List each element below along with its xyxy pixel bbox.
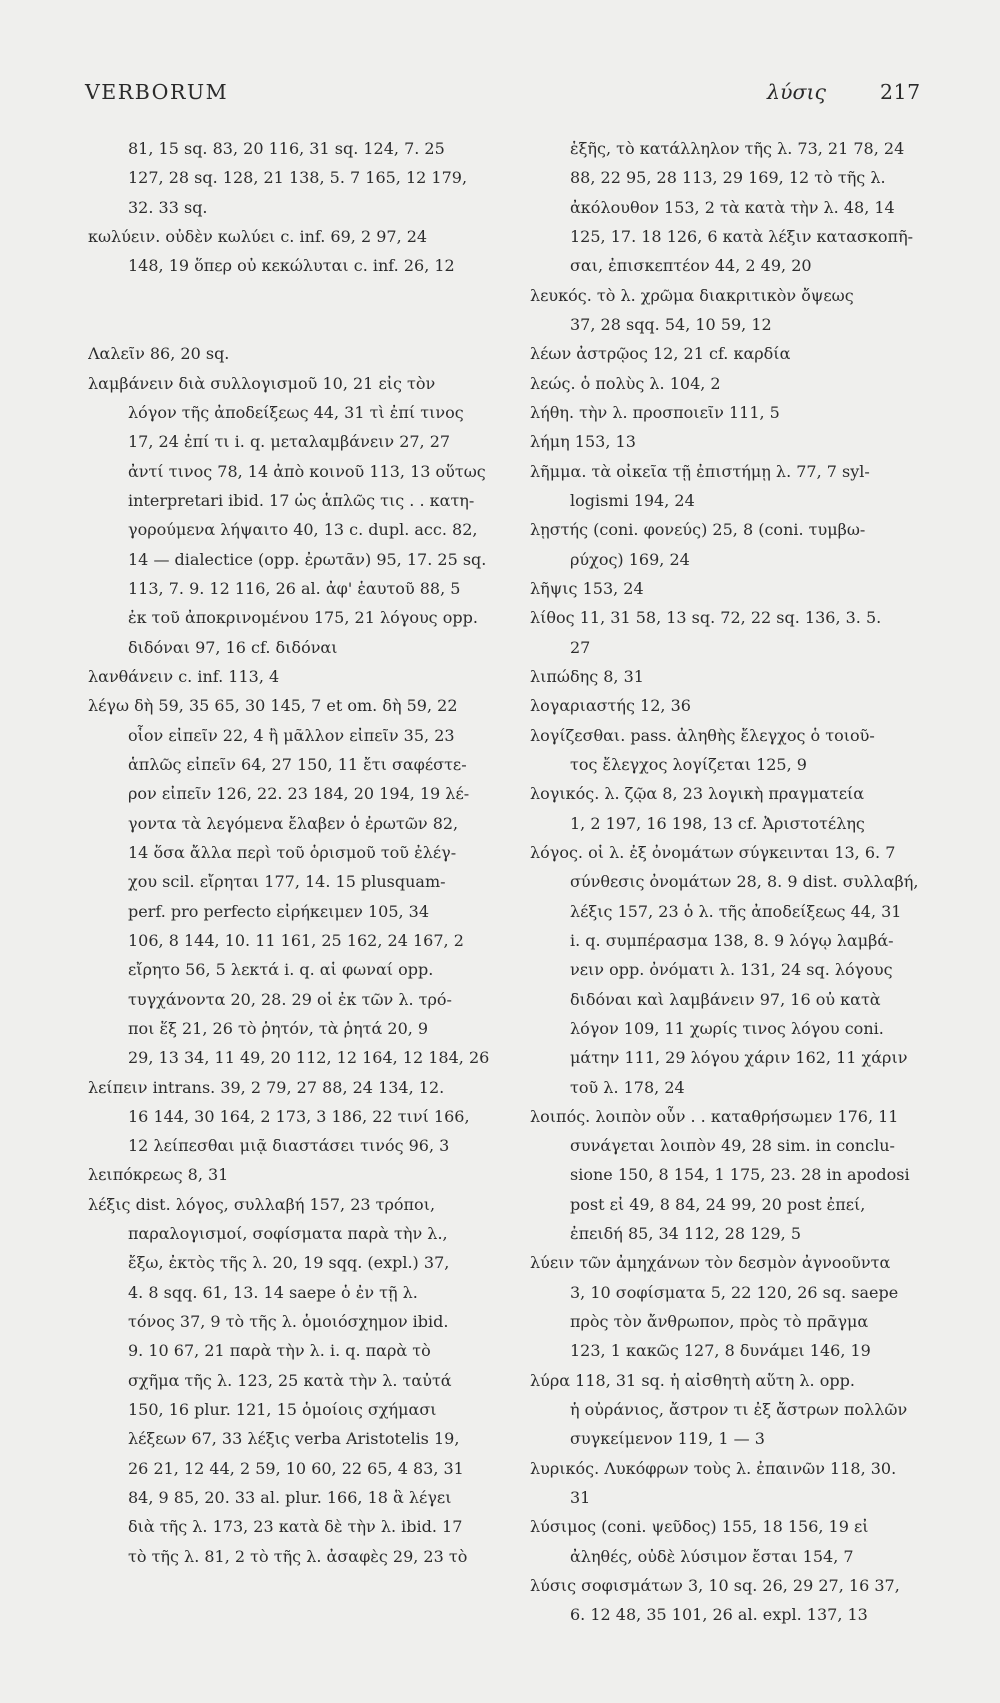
index-line: διδόναι 97, 16 cf. διδόναι — [128, 637, 338, 657]
index-line: 12 λείπεσθαι μιᾷ διαστάσει τινός 96, 3 — [128, 1136, 450, 1156]
index-line: ἐκ τοῦ ἀποκρινομένου 175, 21 λόγους opp. — [128, 608, 478, 628]
index-line: 150, 16 plur. 121, 15 ὁμοίοις σχήμασι — [128, 1400, 437, 1420]
index-line: 81, 15 sq. 83, 20 116, 31 sq. 124, 7. 25 — [128, 139, 445, 158]
index-line: τοῦ λ. 178, 24 — [570, 1077, 685, 1097]
blank-line — [88, 281, 498, 310]
index-line: λήμη 153, 13 — [530, 432, 636, 452]
index-line: λαμβάνειν διὰ συλλογισμοῦ 10, 21 εἰς τὸν — [88, 373, 436, 393]
index-line: λύρα 118, 31 sq. ἡ αἰσθητὴ αὕτη λ. opp. — [530, 1370, 855, 1390]
catchword: λύσις — [767, 80, 826, 104]
index-line: τόνος 37, 9 τὸ τῆς λ. ὁμοιόσχημον ibid. — [128, 1312, 449, 1332]
index-line: διδόναι καὶ λαμβάνειν 97, 16 οὐ κατὰ — [570, 989, 881, 1009]
index-line: κωλύειν. οὐδὲν κωλύει c. inf. 69, 2 97, 24 — [88, 226, 428, 246]
index-line: λύσις σοφισμάτων 3, 10 sq. 26, 29 27, 16 37, — [530, 1576, 900, 1596]
index-line: 127, 28 sq. 128, 21 138, 5. 7 165, 12 179, — [128, 168, 468, 188]
index-line: ἑξῆς, τὸ κατάλληλον τῆς λ. 73, 21 78, 24 — [570, 139, 905, 158]
index-line: γοντα τὰ λεγόμενα ἔλαβεν ὁ ἐρωτῶν 82, — [128, 813, 459, 833]
index-line: λῆμμα. τὰ οἰκεῖα τῇ ἐπιστήμῃ λ. 77, 7 syl- — [530, 461, 870, 481]
index-line: μάτην 111, 29 λόγου χάριν 162, 11 χάριν — [570, 1048, 908, 1068]
index-line: 1, 2 197, 16 198, 13 cf. Ἀριστοτέλης — [570, 813, 865, 833]
index-line: λογαριαστής 12, 36 — [530, 696, 691, 716]
index-line: πρὸς τὸν ἄνθρωπον, πρὸς τὸ πρᾶγμα — [570, 1312, 869, 1332]
index-line: interpretari ibid. 17 ὡς ἁπλῶς τις . . κατη- — [128, 490, 475, 510]
index-line: οἷον εἰπεῖν 22, 4 ἢ μᾶλλον εἰπεῖν 35, 23 — [128, 725, 455, 745]
index-line: 14 ὅσα ἄλλα περὶ τοῦ ὁρισμοῦ τοῦ ἐλέγ- — [128, 842, 457, 862]
index-line: 16 144, 30 164, 2 173, 3 186, 22 τινί 166, — [128, 1106, 470, 1126]
index-line: sione 150, 8 154, 1 175, 23. 28 in apodosi — [570, 1165, 910, 1185]
index-line: ρύχος) 169, 24 — [570, 549, 690, 569]
index-line: 3, 10 σοφίσματα 5, 22 120, 26 sq. saepe — [570, 1282, 899, 1302]
index-line: λογικός. λ. ζῷα 8, 23 λογικὴ πραγματεία — [530, 784, 865, 804]
index-line: λιπώδης 8, 31 — [530, 666, 644, 686]
index-line: λόγος. οἱ λ. ἐξ ὀνομάτων σύγκεινται 13, 6. 7 — [530, 842, 896, 862]
index-line: 14 — dialectice (opp. ἐρωτᾶν) 95, 17. 25 sq. — [128, 549, 487, 569]
index-line: λέγω δὴ 59, 35 65, 30 145, 7 et om. δὴ 59, 22 — [88, 696, 458, 716]
index-line: συγκείμενον 119, 1 — 3 — [570, 1429, 765, 1449]
page-number: 217 — [880, 80, 921, 104]
index-line: 88, 22 95, 28 113, 29 169, 12 τὸ τῆς λ. — [570, 168, 886, 188]
index-line: ρον εἰπεῖν 126, 22. 23 184, 20 194, 19 λέ- — [128, 784, 470, 804]
index-line: ἀντί τινος 78, 14 ἀπὸ κοινοῦ 113, 13 οὕτως — [128, 461, 486, 481]
index-line: σαι, ἐπισκεπτέον 44, 2 49, 20 — [570, 256, 812, 276]
index-line: λέων ἀστρῷος 12, 21 cf. καρδία — [530, 344, 791, 364]
index-line: λόγον τῆς ἀποδείξεως 44, 31 τὶ ἐπί τινος — [128, 402, 464, 422]
index-line: λήθη. τὴν λ. προσποιεῖν 111, 5 — [530, 402, 780, 422]
index-line: λύειν τῶν ἀμηχάνων τὸν δεσμὸν ἀγνοοῦντα — [530, 1253, 891, 1273]
index-line: Λαλεῖν 86, 20 sq. — [88, 344, 230, 364]
index-line: ἀκόλουθον 153, 2 τὰ κατὰ τὴν λ. 48, 14 — [570, 197, 895, 217]
index-line: λύσιμος (coni. ψεῦδος) 155, 18 156, 19 εἰ — [530, 1517, 869, 1537]
index-line: ἐπειδή 85, 34 112, 28 129, 5 — [570, 1224, 801, 1244]
index-line: συνάγεται λοιπὸν 49, 28 sim. in conclu- — [570, 1136, 895, 1156]
index-line: i. q. συμπέρασμα 138, 8. 9 λόγῳ λαμβά- — [570, 930, 894, 950]
index-line: λῃστής (coni. φονεύς) 25, 8 (coni. τυμβω- — [530, 520, 866, 540]
index-line: ἡ οὐράνιος, ἄστρον τι ἐξ ἄστρων πολλῶν — [570, 1400, 908, 1420]
index-line: 123, 1 κακῶς 127, 8 δυνάμει 146, 19 — [570, 1341, 871, 1361]
index-line: logismi 194, 24 — [570, 490, 695, 510]
index-line: σχῆμα τῆς λ. 123, 25 κατὰ τὴν λ. ταὐτά — [128, 1370, 452, 1390]
blank-line — [88, 310, 498, 339]
index-line: perf. pro perfecto εἰρήκειμεν 105, 34 — [128, 901, 430, 921]
index-line: 125, 17. 18 126, 6 κατὰ λέξιν κατασκοπῆ- — [570, 226, 914, 246]
index-line: 113, 7. 9. 12 116, 26 al. ἀφ' ἑαυτοῦ 88, 5 — [128, 578, 461, 598]
index-line: 6. 12 48, 35 101, 26 al. expl. 137, 13 — [570, 1605, 868, 1625]
index-line: 26 21, 12 44, 2 59, 10 60, 22 65, 4 83, 31 — [128, 1458, 464, 1478]
index-line: λοιπός. λοιπὸν οὖν . . καταθρήσωμεν 176, 11 — [530, 1106, 899, 1126]
index-line: λῆψις 153, 24 — [530, 578, 644, 598]
index-line: ποι ἕξ 21, 26 τὸ ῥητόν, τὰ ῥητά 20, 9 — [128, 1018, 429, 1038]
index-line: τὸ τῆς λ. 81, 2 τὸ τῆς λ. ἀσαφὲς 29, 23 τὸ — [128, 1546, 468, 1566]
index-line: σύνθεσις ὀνομάτων 28, 8. 9 dist. συλλαβή, — [570, 872, 919, 892]
index-line: 148, 19 ὅπερ οὐ κεκώλυται c. inf. 26, 12 — [128, 256, 455, 276]
index-line: λεώς. ὁ πολὺς λ. 104, 2 — [530, 373, 721, 393]
index-line: ἁπλῶς εἰπεῖν 64, 27 150, 11 ἔτι σαφέστε- — [128, 754, 467, 774]
index-line: λογίζεσθαι. pass. ἀληθὴς ἔλεγχος ὁ τοιοῦ- — [530, 725, 875, 745]
index-line: λίθος 11, 31 58, 13 sq. 72, 22 sq. 136, 3. 5. — [530, 608, 882, 628]
index-line: 27 — [570, 637, 591, 657]
index-line: λέξις 157, 23 ὁ λ. τῆς ἀποδείξεως 44, 31 — [570, 901, 902, 921]
index-line: 17, 24 ἐπί τι i. q. μεταλαμβάνειν 27, 27 — [128, 432, 451, 452]
index-line: γορούμενα λήψαιτο 40, 13 c. dupl. acc. 82, — [128, 520, 478, 540]
index-line: 9. 10 67, 21 παρὰ τὴν λ. i. q. παρὰ τὸ — [128, 1341, 431, 1361]
index-line: 84, 9 85, 20. 33 al. plur. 166, 18 ἃ λέγει — [128, 1488, 452, 1508]
index-line: τος ἔλεγχος λογίζεται 125, 9 — [570, 754, 807, 774]
index-line: post εἰ 49, 8 84, 24 99, 20 post ἐπεί, — [570, 1194, 866, 1214]
index-column-right — [530, 134, 950, 1630]
index-line: 37, 28 sqq. 54, 10 59, 12 — [570, 314, 772, 334]
index-line: ἔξω, ἐκτὸς τῆς λ. 20, 19 sqq. (expl.) 37, — [128, 1253, 450, 1273]
index-line: παραλογισμοί, σοφίσματα παρὰ τὴν λ., — [128, 1224, 448, 1244]
index-line: 29, 13 34, 11 49, 20 112, 12 164, 12 184, 26 — [128, 1048, 490, 1068]
index-line: διὰ τῆς λ. 173, 23 κατὰ δὲ τὴν λ. ibid. 17 — [128, 1517, 463, 1537]
index-line: 31 — [570, 1488, 591, 1508]
index-line: λέξεων 67, 33 λέξις verba Aristotelis 19, — [128, 1429, 460, 1449]
index-line: 106, 8 144, 10. 11 161, 25 162, 24 167, 2 — [128, 930, 464, 950]
index-line: εἴρητο 56, 5 λεκτά i. q. αἱ φωναί opp. — [128, 960, 434, 980]
index-line: λυρικός. Λυκόφρων τοὺς λ. ἐπαινῶν 118, 30. — [530, 1458, 897, 1478]
index-line: νειν opp. ὀνόματι λ. 131, 24 sq. λόγους — [570, 960, 893, 980]
index-line: λευκός. τὸ λ. χρῶμα διακριτικὸν ὄψεως — [530, 285, 854, 305]
index-line: λέξις dist. λόγος, συλλαβή 157, 23 τρόποι, — [88, 1194, 436, 1214]
index-column-left — [88, 134, 498, 1571]
index-line: λόγον 109, 11 χωρίς τινος λόγου coni. — [570, 1018, 884, 1038]
index-line: χου scil. εἴρηται 177, 14. 15 plusquam- — [128, 872, 446, 892]
index-line: 32. 33 sq. — [128, 197, 208, 217]
index-line: τυγχάνοντα 20, 28. 29 οἱ ἐκ τῶν λ. τρό- — [128, 989, 452, 1009]
index-line: 4. 8 sqq. 61, 13. 14 saepe ὁ ἐν τῇ λ. — [128, 1282, 418, 1302]
index-line: λείπειν intrans. 39, 2 79, 27 88, 24 134, 12. — [88, 1077, 445, 1097]
index-line: ἀληθές, οὐδὲ λύσιμον ἔσται 154, 7 — [570, 1546, 854, 1566]
index-line: λειπόκρεως 8, 31 — [88, 1165, 229, 1185]
index-line: λανθάνειν c. inf. 113, 4 — [88, 666, 280, 686]
running-head: VERBORUM — [85, 80, 229, 104]
